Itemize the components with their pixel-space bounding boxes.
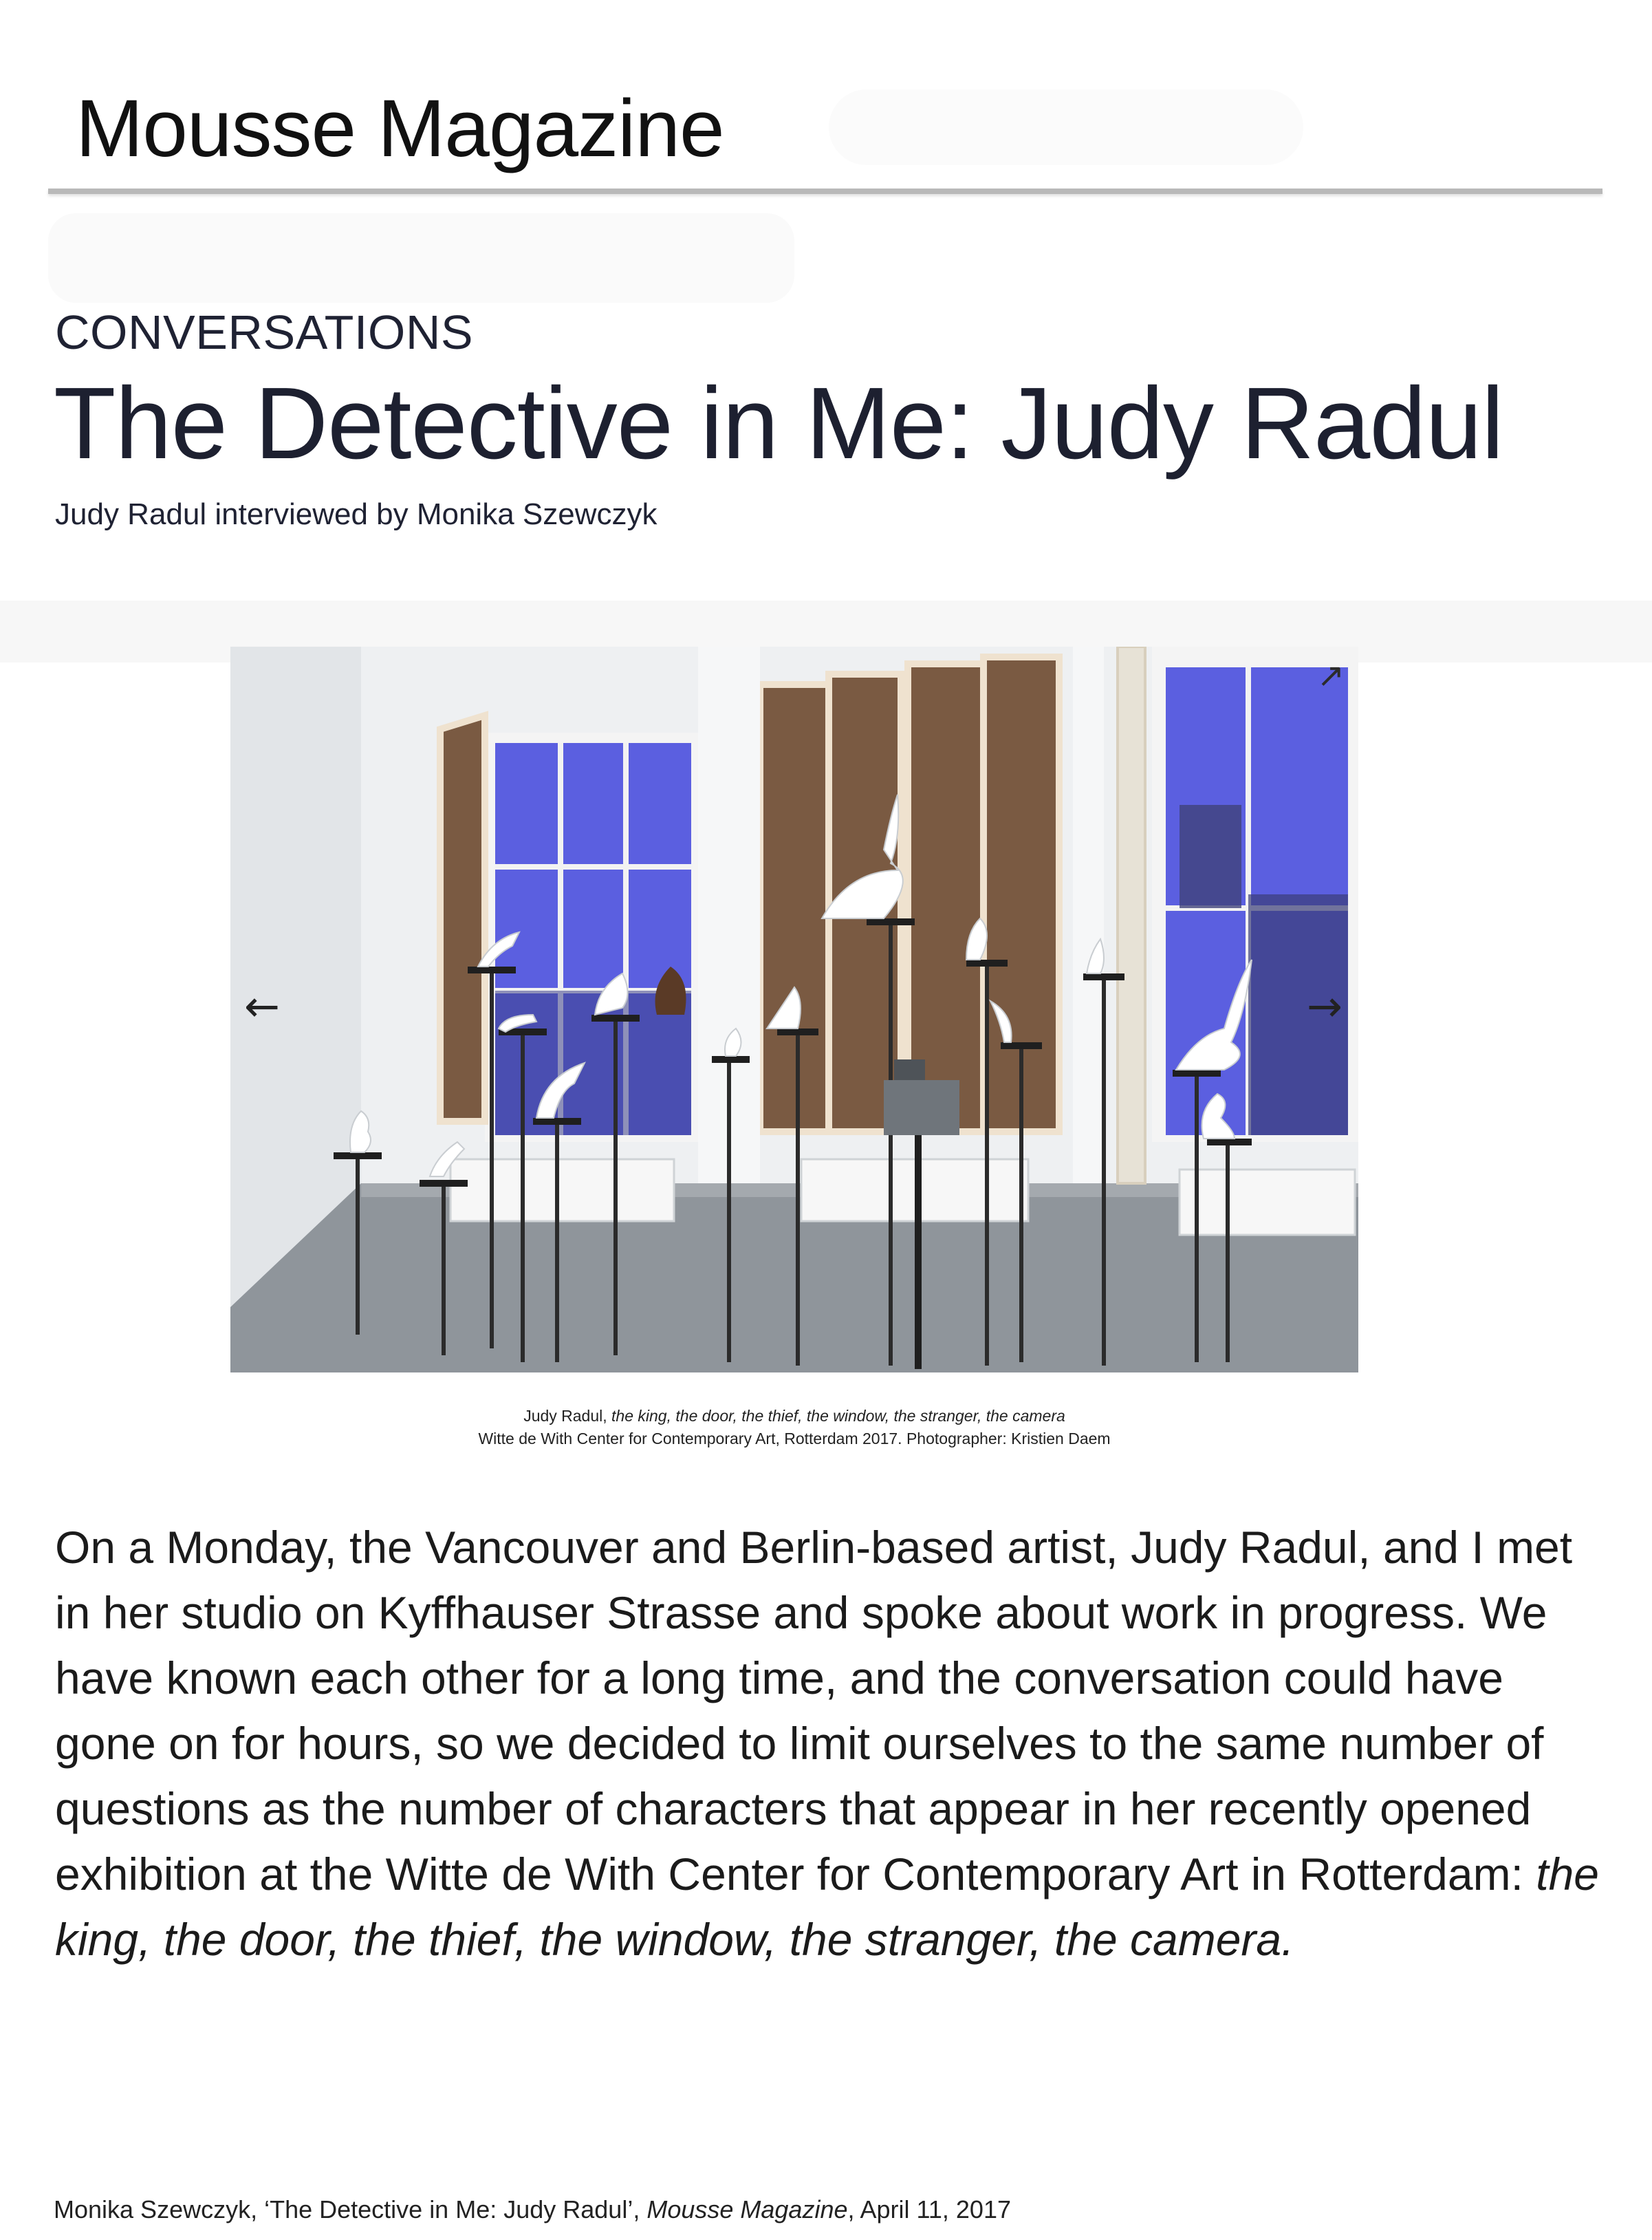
- installation-photo: [230, 647, 1358, 1372]
- carousel-prev-button[interactable]: [244, 981, 280, 1031]
- expand-diagonal-arrow-icon: ↗: [1317, 656, 1345, 695]
- citation-author-title: Monika Szewczyk, ‘The Detective in Me: Judy Radul’,: [54, 2195, 647, 2223]
- expand-image-button[interactable]: [1317, 656, 1345, 695]
- arrow-right-icon: →: [1307, 981, 1343, 1031]
- carousel-next-button[interactable]: [1307, 981, 1343, 1031]
- section-label[interactable]: CONVERSATIONS: [55, 305, 474, 359]
- caption-work-title: the king, the door, the thief, the window, the stranger, the camera: [611, 1407, 1065, 1425]
- arrow-left-icon: ←: [244, 981, 280, 1031]
- site-logo[interactable]: Mousse Magazine: [76, 83, 724, 174]
- caption-line-1: [230, 1405, 1358, 1428]
- lead-italic-exhibition-title: the king, the door, the thief, the window, the stranger, the camera.: [55, 1849, 1599, 1965]
- carousel-slide-image[interactable]: [230, 647, 1358, 1372]
- image-caption: [230, 1405, 1358, 1451]
- article-byline: Judy Radul interviewed by Monika Szewczyk: [55, 497, 657, 531]
- caption-artist: Judy Radul,: [523, 1407, 612, 1425]
- header-divider: [48, 189, 1602, 194]
- article-title: The Detective in Me: Judy Radul: [54, 367, 1503, 480]
- article-lead-paragraph: [55, 1515, 1616, 1972]
- citation-publication: Mousse Magazine: [646, 2195, 848, 2223]
- caption-credit: Witte de With Center for Contemporary Art, Rotterdam 2017. Photographer: Kristien Daem: [478, 1430, 1111, 1448]
- lead-text: On a Monday, the Vancouver and Berlin-based artist, Judy Radul, and I met in her studio on Kyffhauser Strasse and spoke about work in progress. We have known each other for a long time, and the conversation could have gone on for hours, so we decided to limit ourselves to the same number of questions as the number of characters that appear in her recently opened exhibition at the Witte de With Center for Contemporary Art in Rotterdam:: [55, 1522, 1573, 1899]
- header-search-placeholder: [829, 89, 1303, 165]
- source-citation: [54, 2195, 1011, 2224]
- citation-date: , April 11, 2017: [847, 2195, 1011, 2223]
- nav-placeholder: [48, 213, 794, 303]
